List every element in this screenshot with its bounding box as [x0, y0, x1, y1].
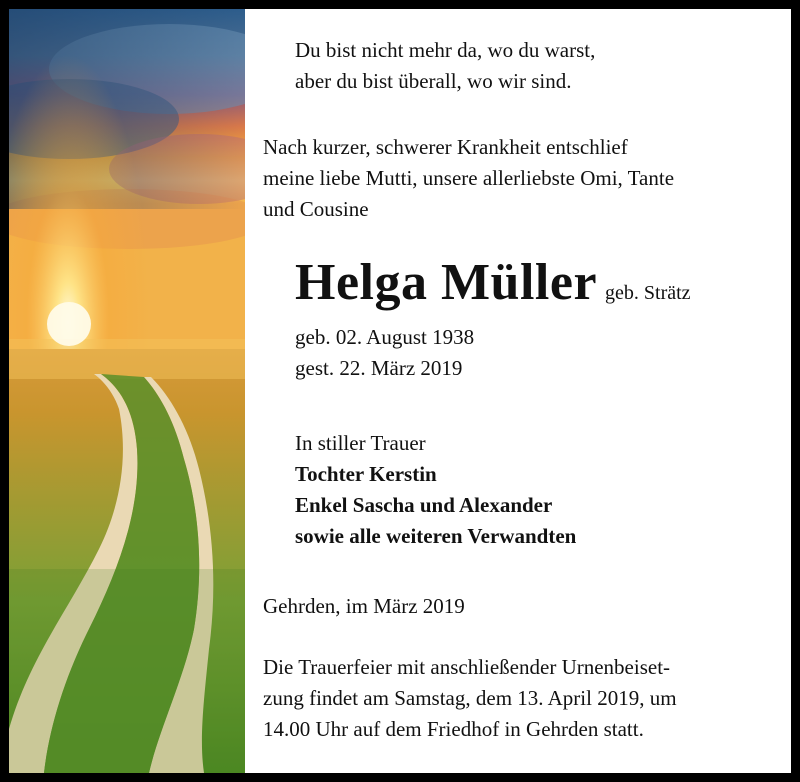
maiden-name: geb. Strätz — [605, 282, 691, 304]
service-line: 14.00 Uhr auf dem Friedhof in Gehrden statt. — [263, 717, 644, 741]
birth-date: geb. 02. August 1938 — [295, 325, 475, 349]
place-and-date: Gehrden, im März 2019 — [263, 594, 465, 618]
sunset-path-photo — [9, 9, 245, 773]
obituary-card — [9, 9, 791, 773]
funeral-service-info — [263, 652, 776, 745]
death-announcement — [263, 132, 776, 225]
announcement-line: Nach kurzer, schwerer Krankheit entschlief — [263, 135, 628, 159]
announcement-line: und Cousine — [263, 197, 369, 221]
life-dates — [295, 322, 779, 384]
sunset-path-image — [9, 9, 245, 773]
memorial-verse — [295, 35, 779, 97]
verse-line: aber du bist überall, wo wir sind. — [295, 69, 572, 93]
service-line: zung findet am Samstag, dem 13. April 2019, um — [263, 686, 677, 710]
service-line: Die Trauerfeier mit anschließender Urnenbeiset- — [263, 655, 671, 679]
verse-line: Du bist nicht mehr da, wo du warst, — [295, 38, 596, 62]
death-date: gest. 22. März 2019 — [295, 356, 463, 380]
deceased-name: Helga Müller — [295, 254, 598, 311]
announcement-line: meine liebe Mutti, unsere allerliebste Omi, Tante — [263, 166, 675, 190]
deceased-name-row — [295, 253, 779, 313]
mourner-line: Enkel Sascha und Alexander — [295, 493, 553, 517]
mourner-line: Tochter Kerstin — [295, 462, 437, 486]
mourners-block — [295, 428, 779, 552]
mourning-heading: In stiller Trauer — [295, 431, 426, 455]
mourner-line: sowie alle weiteren Verwandten — [295, 524, 577, 548]
